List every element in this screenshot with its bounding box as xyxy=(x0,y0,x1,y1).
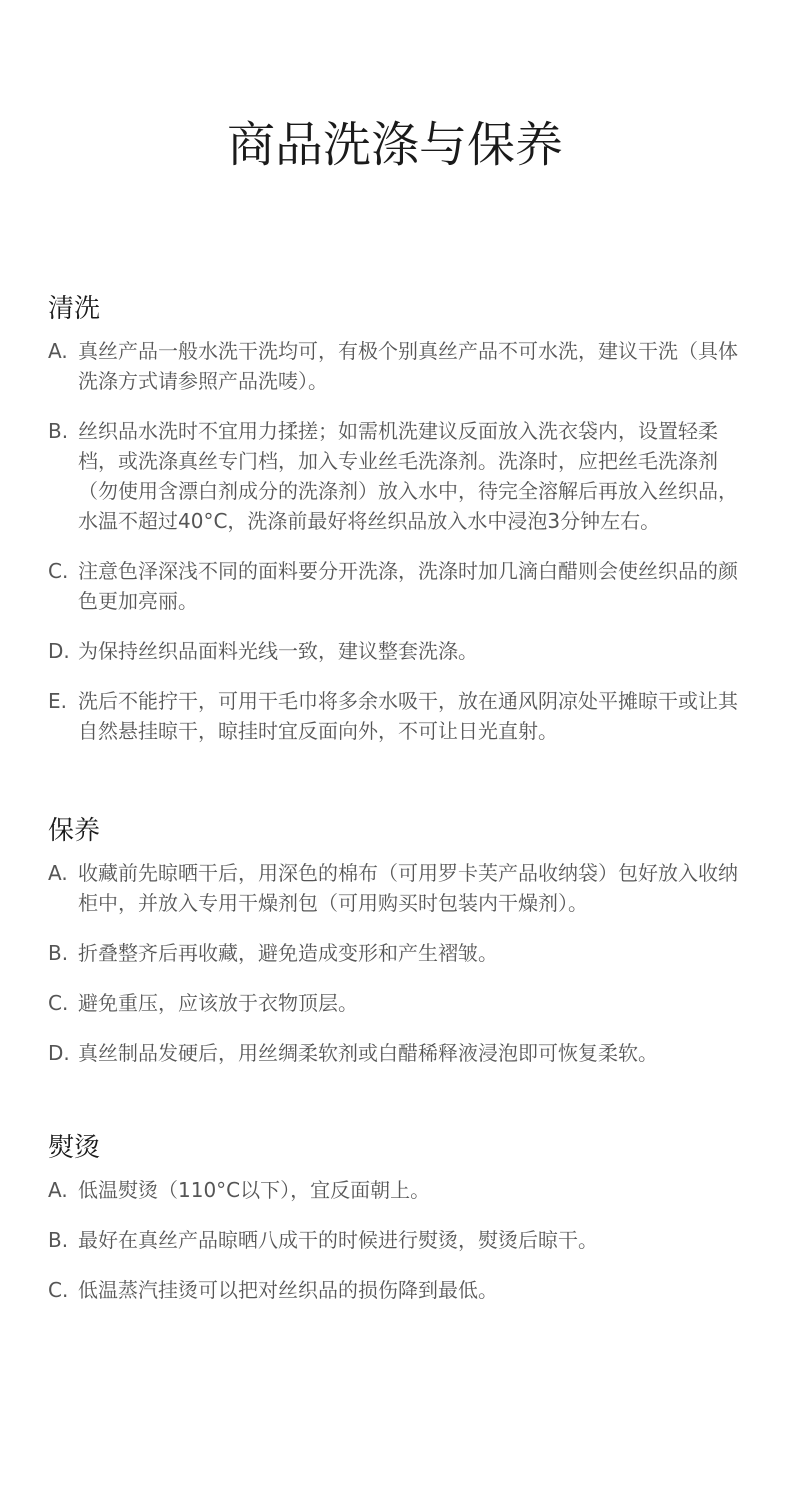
item-text: 低温熨烫（110°C以下），宜反面朝上。 xyxy=(78,1178,431,1202)
item-marker: C. xyxy=(48,991,69,1015)
list-item xyxy=(48,858,748,918)
list-item xyxy=(48,636,748,666)
list-item xyxy=(48,416,748,536)
item-text: 为保持丝织品面料光线一致，建议整套洗涤。 xyxy=(78,639,478,663)
section-heading-care: 保养 xyxy=(48,816,101,846)
section-washing xyxy=(48,292,748,766)
item-text: 避免重压，应该放于衣物顶层。 xyxy=(78,991,358,1015)
list-item xyxy=(48,336,748,396)
item-marker: D. xyxy=(48,1041,70,1065)
item-marker: B. xyxy=(48,941,69,965)
item-text: 真丝制品发硬后，用丝绸柔软剂或白醋稀释液浸泡即可恢复柔软。 xyxy=(78,1041,658,1065)
list-item xyxy=(48,556,748,616)
item-text: 低温蒸汽挂烫可以把对丝织品的损伤降到最低。 xyxy=(78,1278,498,1302)
item-marker: B. xyxy=(48,1228,69,1252)
list-item xyxy=(48,1175,748,1205)
item-marker: C. xyxy=(48,1278,69,1302)
section-ironing xyxy=(48,1131,748,1325)
item-text: 收藏前先晾晒干后，用深色的棉布（可用罗卡芙产品收纳袋）包好放入收纳柜中，并放入专用干燥剂包（可用购买时包装内干燥剂）。 xyxy=(78,861,738,915)
page-title: 商品洗涤与保养 xyxy=(226,117,563,173)
item-text: 注意色泽深浅不同的面料要分开洗涤，洗涤时加几滴白醋则会使丝织品的颜色更加亮丽。 xyxy=(78,559,738,613)
item-text: 丝织品水洗时不宜用力揉搓；如需机洗建议反面放入洗衣袋内，设置轻柔档，或洗涤真丝专门档，加入专业丝毛洗涤剂。洗涤时，应把丝毛洗涤剂（勿使用含漂白剂成分的洗涤剂）放入水中，待完全溶解后再放入丝织品，水温不超过40°C，洗涤前最好将丝织品放入水中浸泡3分钟左右。 xyxy=(78,419,738,533)
item-marker: E. xyxy=(48,689,67,713)
item-marker: A. xyxy=(48,339,68,363)
item-marker: C. xyxy=(48,559,69,583)
item-marker: D. xyxy=(48,639,70,663)
list-item xyxy=(48,1225,748,1255)
item-text: 洗后不能拧干，可用干毛巾将多余水吸干，放在通风阴凉处平摊晾干或让其自然悬挂晾干，晾挂时宜反面向外，不可让日光直射。 xyxy=(78,689,738,743)
item-text: 折叠整齐后再收藏，避免造成变形和产生褶皱。 xyxy=(78,941,498,965)
list-item xyxy=(48,1275,748,1305)
item-marker: A. xyxy=(48,861,68,885)
list-item xyxy=(48,1038,748,1068)
section-heading-ironing: 熨烫 xyxy=(48,1133,101,1163)
list-item xyxy=(48,686,748,746)
item-text: 真丝产品一般水洗干洗均可，有极个别真丝产品不可水洗，建议干洗（具体洗涤方式请参照产品洗唛）。 xyxy=(78,339,738,393)
section-care xyxy=(48,814,748,1088)
list-item xyxy=(48,988,748,1018)
section-heading-washing: 清洗 xyxy=(48,294,101,324)
item-marker: B. xyxy=(48,419,69,443)
item-text: 最好在真丝产品晾晒八成干的时候进行熨烫，熨烫后晾干。 xyxy=(78,1228,598,1252)
list-item xyxy=(48,938,748,968)
item-marker: A. xyxy=(48,1178,68,1202)
